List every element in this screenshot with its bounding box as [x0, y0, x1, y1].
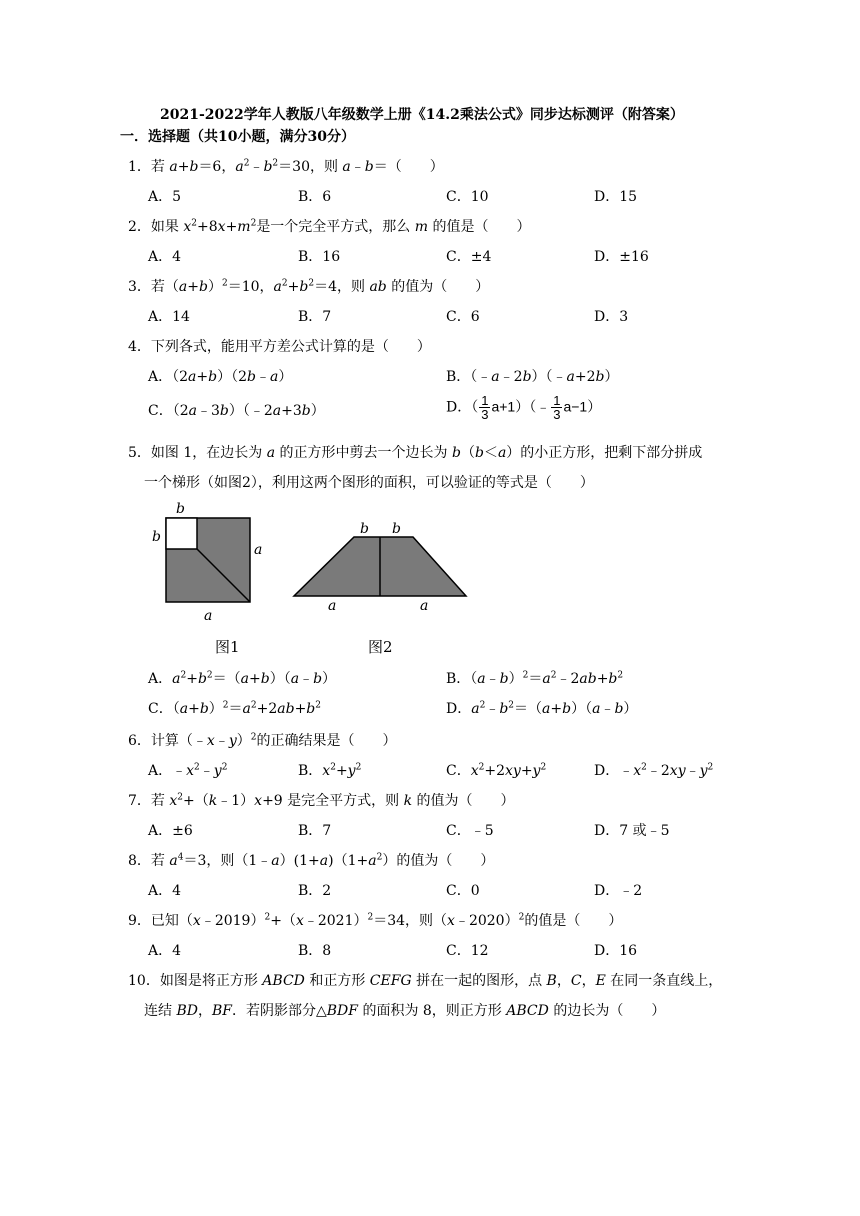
- figure-area: [140, 496, 500, 662]
- fig1-label-a-bottom: a: [204, 608, 213, 624]
- fig2-label-a-right: a: [420, 598, 429, 614]
- q8-option-b: B．2: [298, 883, 332, 899]
- q6-option-d: D．$﹣x^2﹣2xy﹣y^2$: [594, 762, 714, 779]
- question-1: 1．若 a+b＝6，$a^2﹣b^2=30$，则 a﹣b＝（ ）: [128, 158, 444, 175]
- question-7: 7．若 $x^2+(k﹣1)x+9$ 是完全平方式，则 k 的值为（ ）: [128, 792, 515, 809]
- q4-option-d: D．（ $\frac{1}{3}$ a+1）（﹣ $\frac{1}{3}$ a−1）: [446, 393, 602, 422]
- question-10-line2: 连结 BD，BF．若阴影部分△BDF 的面积为 8，则正方形 ABCD 的边长为（ ）: [144, 1003, 666, 1019]
- q8-option-c: C．0: [446, 883, 480, 899]
- question-9: 9．已知（x﹣2019）$^2$+（x﹣2021）$^2$＝34，则（x﹣2020）$^2$的值是（ ）: [128, 912, 623, 929]
- q4-option-b: B．（﹣a﹣2b）（﹣a+2b）: [446, 369, 619, 385]
- q2-option-c: C．±4: [446, 249, 492, 265]
- q7-option-d: D．7 或﹣5: [594, 823, 670, 839]
- figure-2: [294, 521, 466, 656]
- q5-option-c: C．$(a+b)^2=a^2+2ab+b^2$: [148, 700, 321, 717]
- q9-option-c: C．12: [446, 943, 489, 959]
- q6-option-b: B．$x^2+y^2$: [298, 762, 362, 779]
- figure-1-caption: 图1: [215, 638, 240, 656]
- q4-option-a: A．（2a+b）（2b﹣a）: [148, 369, 293, 385]
- question-6: 6．计算（﹣x﹣y）$^2$的正确结果是（ ）: [128, 732, 397, 749]
- q6-option-a: A．$﹣x^2﹣y^2$: [148, 762, 228, 779]
- q2-option-b: B．16: [298, 249, 341, 265]
- figure-2-caption: 图2: [368, 638, 393, 656]
- q9-option-a: A．4: [148, 943, 182, 959]
- q5-option-d: D．$a^2﹣b^2=(a+b)(a﹣b)$: [446, 700, 638, 717]
- q8-option-a: A．4: [148, 883, 182, 899]
- q9-option-d: D．16: [594, 943, 638, 959]
- q3-option-a: A．14: [148, 309, 190, 325]
- q5-option-a: A．$a^2+b^2=(a+b)(a﹣b)$: [148, 670, 337, 687]
- question-10: 10．如图是将正方形 ABCD 和正方形 CEFG 拼在一起的图形，点 B，C，E 在同一条直线上，: [128, 973, 723, 989]
- q9-option-b: B．8: [298, 943, 332, 959]
- q7-option-a: A．±6: [148, 823, 193, 839]
- q8-option-d: D．﹣2: [594, 883, 643, 899]
- q1-option-c: C．10: [446, 189, 489, 205]
- q7-option-c: C．﹣5: [446, 823, 494, 839]
- q1-option-b: B．6: [298, 189, 332, 205]
- fig1-label-b-left: b: [152, 529, 161, 545]
- q3-option-b: B．7: [298, 309, 332, 325]
- fig1-label-b-top: b: [176, 501, 185, 517]
- fig1-label-a-right: a: [254, 542, 263, 558]
- figure-1: [152, 501, 262, 656]
- q1-option-a: A．5: [148, 189, 182, 205]
- q5-option-b: B．$(a﹣b)^2=a^2﹣2ab+b^2$: [446, 670, 624, 687]
- q2-option-a: A．4: [148, 249, 182, 265]
- fig2-label-b-right: b: [392, 521, 401, 537]
- question-4: 4．下列各式，能用平方差公式计算的是（ ）: [128, 339, 431, 355]
- q3-option-c: C．6: [446, 309, 480, 325]
- fig2-label-a-left: a: [328, 598, 337, 614]
- q7-option-b: B．7: [298, 823, 332, 839]
- question-5-line2: 一个梯形（如图2），利用这两个图形的面积，可以验证的等式是（ ）: [144, 475, 594, 491]
- q1-option-d: D．15: [594, 189, 638, 205]
- question-2: 2．如果 $x^2+8x+m^2$是一个完全平方式，那么 m 的值是（ ）: [128, 218, 531, 235]
- q6-option-c: C．$x^2+2xy+y^2$: [446, 762, 547, 779]
- q2-option-d: D．±16: [594, 249, 649, 265]
- question-8: 8．若 $a^4=3$，则$(1﹣a)(1+a)(1+a^2)$的值为（ ）: [128, 852, 495, 869]
- q4-option-c: C．（2a﹣3b）（﹣2a+3b）: [148, 403, 325, 419]
- fig2-label-b-left: b: [360, 521, 369, 537]
- section-heading: 一．选择题（共10小题，满分30分）: [120, 129, 355, 145]
- page-title: 2021-2022学年人教版八年级数学上册《14.2乘法公式》同步达标测评（附答案）: [160, 107, 684, 123]
- q3-option-d: D．3: [594, 309, 629, 325]
- question-3: 3．若$(a+b)^2=10$，$a^2+b^2=4$，则 ab 的值为（ ）: [128, 278, 490, 295]
- question-5: 5．如图 1，在边长为 a 的正方形中剪去一个边长为 b（b＜a）的小正方形，把剩下部分拼成: [128, 445, 703, 461]
